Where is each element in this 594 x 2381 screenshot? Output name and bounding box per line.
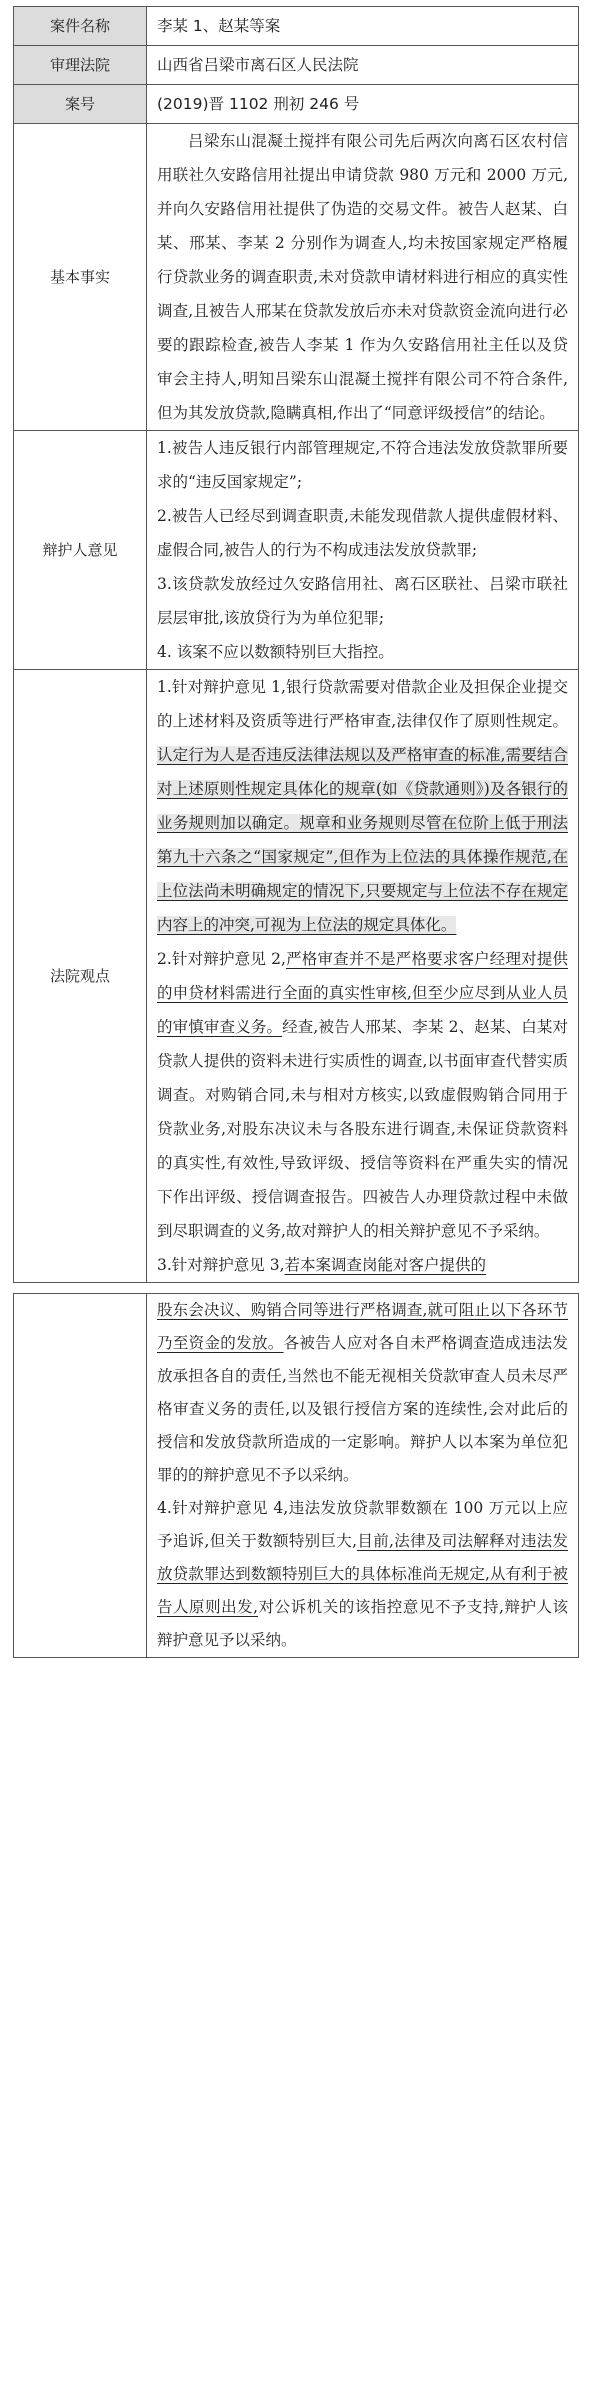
case-name-value: 李某 1、赵某等案 xyxy=(147,7,579,46)
court-view-p3-marked-b: 股东会决议、购销合同等进行严格调查,就可阻止以下各环节乃至资金的发放。 xyxy=(157,1301,568,1352)
court-view-value xyxy=(147,670,579,1283)
court-view-p2-plain-b: 经查,被告人邢某、李某 2、赵某、白某对贷款人提供的资料未进行实质性的调查,以书面审查代替实质调查。对购销合同,未与相对方核实,以致虚假购销合同用于贷款业务,对股东决议未与各股东进行调查,未保证贷款资料的真实性,有效性,导致评级、授信等资料在严重失实的情况下作出评级、授信调查报告。四被告人办理贷款过程中未做到尽职调查的义务,故对辩护人的相关辩护意见不予采纳。 xyxy=(157,1018,568,1240)
defense-opinion-value xyxy=(147,431,579,670)
court-view-p3-marked-a: 若本案调查岗能对客户提供的 xyxy=(284,1256,487,1274)
defense-item-2: 2.被告人已经尽到调查职责,未能发现借款人提供虚假材料、虚假合同,被告人的行为不构成违法发放贷款罪; xyxy=(157,507,568,559)
court-view-p4-plain-b: 对公诉机关的该指控意见不予支持,辩护人该辩护意见予以采纳。 xyxy=(157,1598,568,1649)
trial-court-value: 山西省吕梁市离石区人民法院 xyxy=(147,46,579,85)
court-view-label: 法院观点 xyxy=(14,670,147,1283)
basic-facts-text: 吕梁东山混凝土搅拌有限公司先后两次向离石区农村信用联社久安路信用社提出申请贷款 980 万元和 2000 万元,并向久安路信用社提供了伪造的交易文件。被告人赵某、白某、邢某、李某 2 分别作为调查人,均未按国家规定严格履行贷款业务的调查职责,未对贷款申请材料进行相应的真实性调查,且被告人邢某在贷款发放后亦未对贷款资金流向进行必要的跟踪检查,被告人李某 1 作为久安路信用社主任以及贷审会主持人,明知吕梁东山混凝土搅拌有限公司不符合条件,但为其发放贷款,隐瞒真相,作出了“同意评级授信”的结论。 xyxy=(157,132,568,422)
defense-item-3: 3.该贷款发放经过久安路信用社、离石区联社、吕梁市联社层层审批,该放贷行为为单位犯罪; xyxy=(157,575,568,627)
case-number-row xyxy=(14,85,579,124)
court-view-p2-marked: 严格审查并不是严格要求客户经理对提供的申贷材料需进行全面的真实性审核,但至少应尽到从业人员的审慎审查义务。 xyxy=(157,950,568,1036)
court-view-continued-value xyxy=(147,1294,579,1658)
case-name-label: 案件名称 xyxy=(14,7,147,46)
trial-court-label: 审理法院 xyxy=(14,46,147,85)
basic-facts-row xyxy=(14,124,579,431)
basic-facts-value xyxy=(147,124,579,431)
court-view-p3-plain-b: 各被告人应对各自未严格调查造成违法发放承担各自的责任,当然也不能无视相关贷款审查人员未尽严格审查义务的责任,以及银行授信方案的连续性,会对此后的授信和发放贷款所造成的一定影响。辩护人以本案为单位犯罪的的辩护意见不予以采纳。 xyxy=(157,1334,568,1484)
court-view-p4-plain-a: 4.针对辩护意见 4,违法发放贷款罪数额在 100 万元以上应予追诉,但关于数额特别巨大, xyxy=(157,1499,568,1550)
court-view-p2-plain-a: 2.针对辩护意见 2, xyxy=(157,950,286,968)
court-view-row xyxy=(14,670,579,1283)
court-view-continued-label xyxy=(14,1294,147,1658)
court-view-point-2 xyxy=(157,942,568,1248)
defense-item-4: 4. 该案不应以数额特别巨大指控。 xyxy=(157,643,394,661)
court-view-continued-row xyxy=(14,1294,579,1658)
case-name-row xyxy=(14,7,579,46)
basic-facts-label: 基本事实 xyxy=(14,124,147,431)
court-view-point-3-start xyxy=(157,1248,568,1282)
court-view-point-3-end xyxy=(157,1294,568,1492)
case-summary-table xyxy=(13,6,579,1658)
court-view-p3-plain-a: 3.针对辩护意见 3, xyxy=(157,1256,285,1274)
court-view-p1-marked: 认定行为人是否违反法律法规以及严格审查的标准,需要结合对上述原则性规定具体化的规章(如《贷款通则》)及各银行的业务规则加以确定。规章和业务规则尽管在位阶上低于刑法第九十六条之“国家规定”,但作为上位法的具体操作规范,在上位法尚未明确规定的情况下,只要规定与上位法不存在规定内容上的冲突,可视为上位法的规定具体化。 xyxy=(157,746,568,934)
case-number-label: 案号 xyxy=(14,85,147,124)
defense-item-1: 1.被告人违反银行内部管理规定,不符合违法发放贷款罪所要求的“违反国家规定”; xyxy=(157,439,568,491)
defense-opinion-row xyxy=(14,431,579,670)
court-view-point-1 xyxy=(157,670,568,942)
case-number-value: (2019)晋 1102 刑初 246 号 xyxy=(147,85,579,124)
court-view-p4-marked: 目前,法律及司法解释对违法发放贷款罪达到数额特别巨大的具体标准尚无规定,从有利于被告人原则出发, xyxy=(157,1532,568,1616)
court-view-p1-plain: 1.针对辩护意见 1,银行贷款需要对借款企业及担保企业提交的上述材料及资质等进行严格审查,法律仅作了原则性规定。 xyxy=(157,678,568,730)
page-gap xyxy=(14,1283,579,1294)
court-view-point-4 xyxy=(157,1492,568,1657)
defense-opinion-label: 辩护人意见 xyxy=(14,431,147,670)
trial-court-row xyxy=(14,46,579,85)
